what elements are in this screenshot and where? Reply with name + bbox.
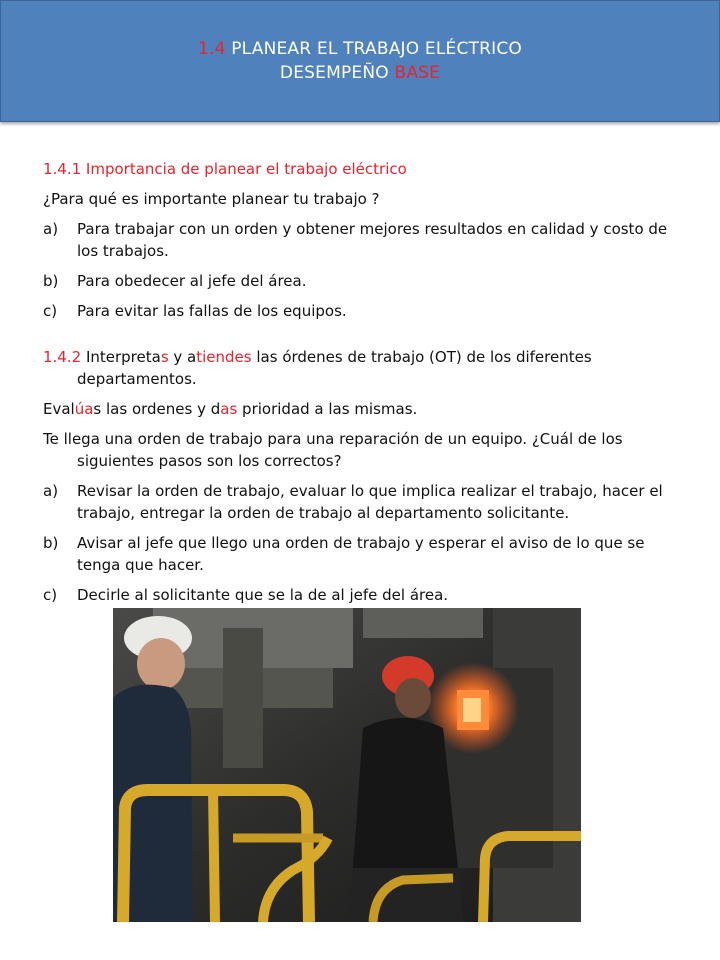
title-banner bbox=[0, 0, 720, 122]
document-body bbox=[43, 158, 683, 614]
instruction-text: prioridad a las mismas. bbox=[237, 400, 418, 418]
option-item bbox=[43, 584, 683, 606]
section-number: 1.4 bbox=[197, 39, 226, 59]
section-2-options bbox=[43, 480, 683, 606]
section-2-instruction bbox=[43, 398, 683, 420]
heading-text: las órdenes de trabajo (OT) de los diferentes departamentos. bbox=[77, 348, 592, 388]
heading-text: y a bbox=[168, 348, 197, 366]
option-marker: a) bbox=[43, 482, 59, 500]
option-text: Para trabajar con un orden y obtener mejores resultados en calidad y costo de los trabajos. bbox=[77, 220, 668, 260]
option-text: Revisar la orden de trabajo, evaluar lo que implica realizar el trabajo, hacer el trabajo, entregar la orden de trabajo al departamento solicitante. bbox=[77, 482, 663, 522]
section-title: PLANEAR EL TRABAJO ELÉCTRICO bbox=[231, 39, 523, 59]
section-1-heading: 1.4.1 Importancia de planear el trabajo eléctrico bbox=[43, 160, 407, 178]
option-marker: c) bbox=[43, 586, 58, 604]
section-1-options bbox=[43, 218, 683, 322]
instruction-text: Eval bbox=[43, 400, 75, 418]
instruction-text: s las ordenes y d bbox=[93, 400, 221, 418]
option-item bbox=[43, 270, 683, 292]
option-text: Para obedecer al jefe del área. bbox=[77, 272, 307, 290]
banner-title bbox=[198, 37, 522, 61]
option-marker: b) bbox=[43, 272, 59, 290]
section-1-question: ¿Para qué es importante planear tu trabajo ? bbox=[43, 190, 380, 208]
heading-text: Interpreta bbox=[81, 348, 161, 366]
section-2-heading bbox=[43, 346, 683, 390]
option-text: Decirle al solicitante que se la de al jefe del área. bbox=[77, 586, 449, 604]
instruction-highlight: úa bbox=[74, 400, 94, 418]
option-marker: a) bbox=[43, 220, 59, 238]
option-item bbox=[43, 300, 683, 322]
section-2-number: 1.4.2 bbox=[43, 348, 82, 366]
banner-subtitle bbox=[280, 61, 440, 85]
option-text: Para evitar las fallas de los equipos. bbox=[77, 302, 347, 320]
workers-photo bbox=[113, 608, 581, 922]
instruction-highlight: as bbox=[220, 400, 238, 418]
option-text: Avisar al jefe que llego una orden de trabajo y esperar el aviso de lo que se tenga que hacer. bbox=[77, 534, 645, 574]
option-item bbox=[43, 532, 683, 576]
heading-highlight: tiendes bbox=[196, 348, 252, 366]
option-item bbox=[43, 218, 683, 262]
option-item bbox=[43, 480, 683, 524]
section-2-question: Te llega una orden de trabajo para una reparación de un equipo. ¿Cuál de los siguientes pasos son los correctos? bbox=[43, 430, 623, 470]
subtitle-highlight: BASE bbox=[394, 63, 441, 83]
subtitle-main: DESEMPEÑO bbox=[279, 63, 389, 83]
option-marker: c) bbox=[43, 302, 58, 320]
heading-highlight: s bbox=[160, 348, 169, 366]
option-marker: b) bbox=[43, 534, 59, 552]
